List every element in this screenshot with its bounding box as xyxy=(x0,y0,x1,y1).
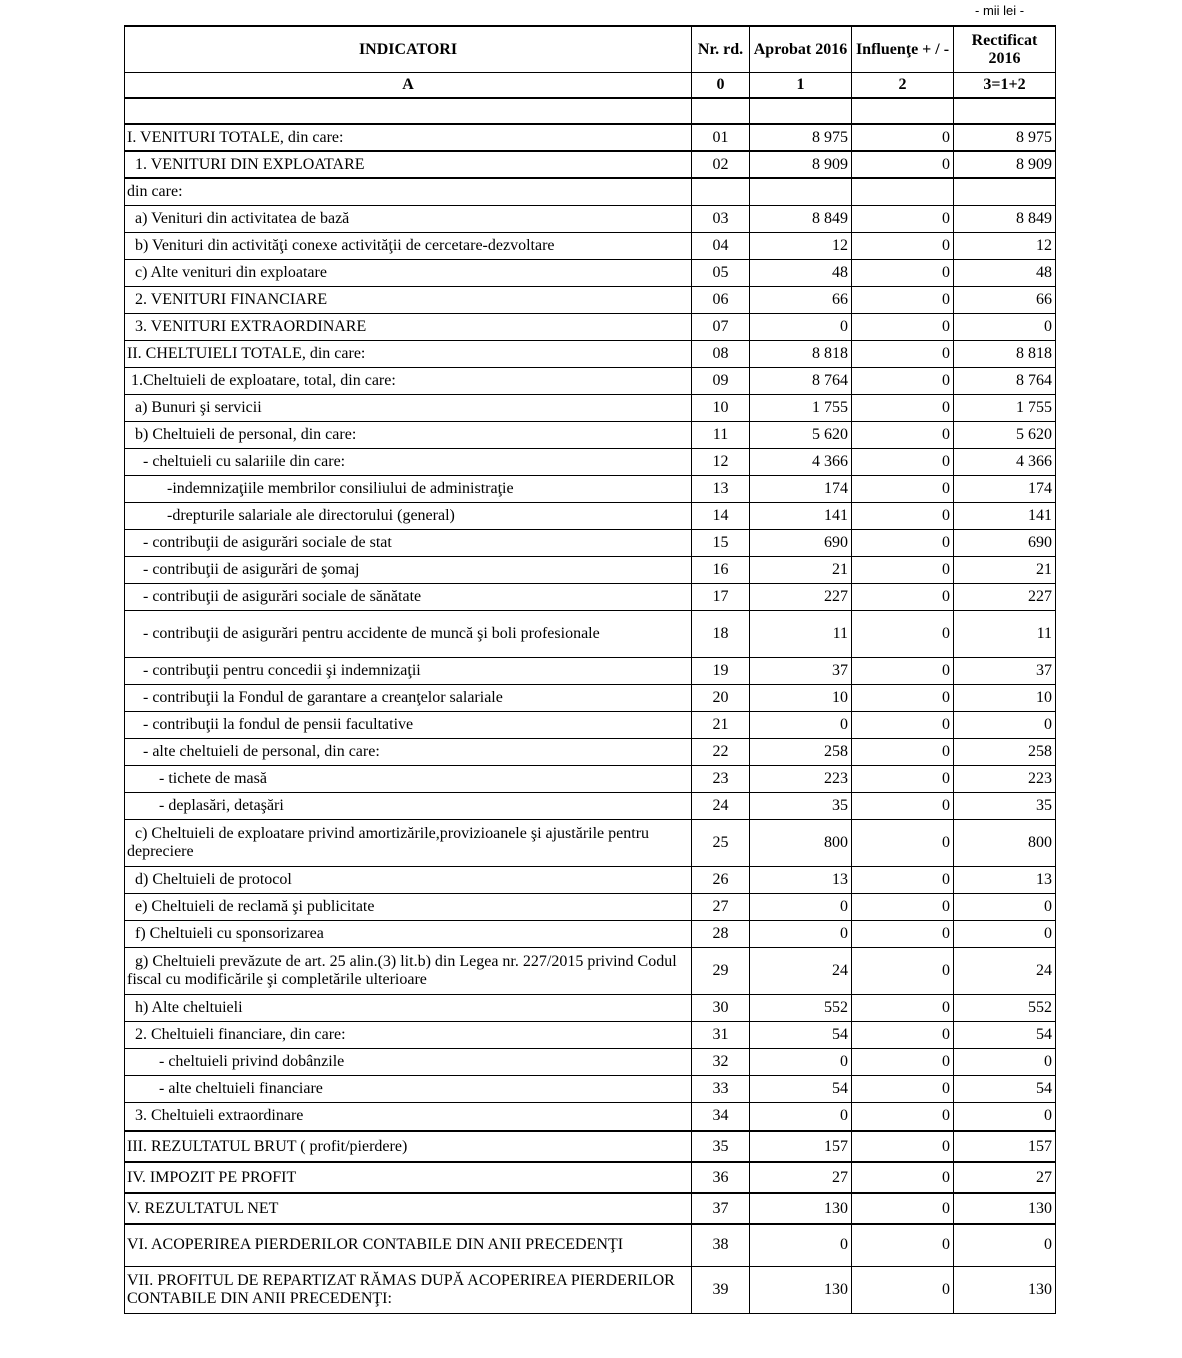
row-number: 01 xyxy=(692,124,750,151)
value-aprobat: 66 xyxy=(750,286,852,313)
value-rectificat: 66 xyxy=(954,286,1056,313)
row-label: I. VENITURI TOTALE, din care: xyxy=(125,124,692,151)
row-label: - alte cheltuieli financiare xyxy=(125,1075,692,1102)
value-rectificat: 130 xyxy=(954,1193,1056,1224)
value-rectificat: 223 xyxy=(954,765,1056,792)
row-number: 27 xyxy=(692,893,750,920)
value-rectificat: 12 xyxy=(954,232,1056,259)
table-row xyxy=(125,610,1056,657)
value-influente: 0 xyxy=(852,421,954,448)
row-number: 21 xyxy=(692,711,750,738)
value-influente: 0 xyxy=(852,684,954,711)
value-aprobat: 54 xyxy=(750,1021,852,1048)
value-rectificat: 141 xyxy=(954,502,1056,529)
value-influente: 0 xyxy=(852,529,954,556)
value-aprobat: 8 818 xyxy=(750,340,852,367)
value-aprobat: 227 xyxy=(750,583,852,610)
value-rectificat: 8 849 xyxy=(954,205,1056,232)
row-number: 37 xyxy=(692,1193,750,1224)
table-row xyxy=(125,819,1056,866)
header-nr-rd: Nr. rd. xyxy=(692,26,750,73)
value-aprobat: 24 xyxy=(750,947,852,994)
value-influente: 0 xyxy=(852,738,954,765)
row-label: g) Cheltuieli prevăzute de art. 25 alin.(3) lit.b) din Legea nr. 227/2015 privind Codul fiscal cu modificările şi completările ulterioare xyxy=(125,947,692,994)
value-aprobat: 54 xyxy=(750,1075,852,1102)
value-aprobat xyxy=(750,178,852,205)
value-rectificat: 157 xyxy=(954,1131,1056,1162)
value-aprobat: 8 909 xyxy=(750,151,852,178)
table-row xyxy=(125,1048,1056,1075)
row-number: 09 xyxy=(692,367,750,394)
value-aprobat: 5 620 xyxy=(750,421,852,448)
row-label: b) Venituri din activităţi conexe activităţii de cercetare-dezvoltare xyxy=(125,232,692,259)
row-number: 06 xyxy=(692,286,750,313)
row-number: 31 xyxy=(692,1021,750,1048)
value-rectificat: 4 366 xyxy=(954,448,1056,475)
table-row xyxy=(125,1224,1056,1266)
table-row xyxy=(125,529,1056,556)
row-number: 30 xyxy=(692,994,750,1021)
table-row xyxy=(125,657,1056,684)
value-rectificat: 8 764 xyxy=(954,367,1056,394)
table-row xyxy=(125,893,1056,920)
value-aprobat: 0 xyxy=(750,1048,852,1075)
row-label: b) Cheltuieli de personal, din care: xyxy=(125,421,692,448)
row-label: din care: xyxy=(125,178,692,205)
value-aprobat: 690 xyxy=(750,529,852,556)
row-number: 23 xyxy=(692,765,750,792)
table-header-row xyxy=(125,26,1056,73)
value-influente: 0 xyxy=(852,866,954,893)
value-rectificat: 27 xyxy=(954,1162,1056,1193)
row-label: - contribuţii la fondul de pensii facultative xyxy=(125,711,692,738)
table-row xyxy=(125,994,1056,1021)
value-influente: 0 xyxy=(852,1193,954,1224)
value-aprobat: 1 755 xyxy=(750,394,852,421)
value-rectificat: 21 xyxy=(954,556,1056,583)
value-aprobat: 48 xyxy=(750,259,852,286)
header-aprobat: Aprobat 2016 xyxy=(750,26,852,73)
row-number: 22 xyxy=(692,738,750,765)
row-label: a) Venituri din activitatea de bază xyxy=(125,205,692,232)
value-influente: 0 xyxy=(852,893,954,920)
row-number: 24 xyxy=(692,792,750,819)
value-influente: 0 xyxy=(852,367,954,394)
row-number: 20 xyxy=(692,684,750,711)
table-row xyxy=(125,711,1056,738)
table-row xyxy=(125,124,1056,151)
row-number: 03 xyxy=(692,205,750,232)
table-row xyxy=(125,205,1056,232)
row-label: a) Bunuri şi servicii xyxy=(125,394,692,421)
table-row xyxy=(125,178,1056,205)
row-number: 08 xyxy=(692,340,750,367)
value-rectificat: 0 xyxy=(954,1102,1056,1131)
value-influente: 0 xyxy=(852,1266,954,1313)
row-number: 38 xyxy=(692,1224,750,1266)
table-row xyxy=(125,738,1056,765)
value-aprobat: 0 xyxy=(750,920,852,947)
row-number xyxy=(692,178,750,205)
value-rectificat: 48 xyxy=(954,259,1056,286)
value-influente: 0 xyxy=(852,1048,954,1075)
row-number: 19 xyxy=(692,657,750,684)
value-aprobat: 10 xyxy=(750,684,852,711)
table-row xyxy=(125,583,1056,610)
value-influente: 0 xyxy=(852,313,954,340)
unit-label: - mii lei - xyxy=(975,3,1025,18)
value-aprobat: 4 366 xyxy=(750,448,852,475)
row-label: - cheltuieli privind dobânzile xyxy=(125,1048,692,1075)
value-aprobat: 21 xyxy=(750,556,852,583)
value-aprobat: 0 xyxy=(750,1102,852,1131)
value-rectificat xyxy=(954,178,1056,205)
value-rectificat: 174 xyxy=(954,475,1056,502)
row-label: - contribuţii pentru concedii şi indemnizaţii xyxy=(125,657,692,684)
row-number: 16 xyxy=(692,556,750,583)
value-aprobat: 552 xyxy=(750,994,852,1021)
value-aprobat: 258 xyxy=(750,738,852,765)
table-row xyxy=(125,1193,1056,1224)
row-number: 02 xyxy=(692,151,750,178)
row-number: 36 xyxy=(692,1162,750,1193)
row-label: 1. VENITURI DIN EXPLOATARE xyxy=(125,151,692,178)
table-row xyxy=(125,1266,1056,1313)
value-influente: 0 xyxy=(852,124,954,151)
value-influente: 0 xyxy=(852,205,954,232)
row-number: 05 xyxy=(692,259,750,286)
value-influente: 0 xyxy=(852,394,954,421)
value-influente: 0 xyxy=(852,340,954,367)
column-code-row xyxy=(125,73,1056,99)
column-code: 1 xyxy=(750,73,852,99)
row-label: 3. VENITURI EXTRAORDINARE xyxy=(125,313,692,340)
row-label: -indemnizaţiile membrilor consiliului de administraţie xyxy=(125,475,692,502)
value-aprobat: 8 849 xyxy=(750,205,852,232)
value-aprobat: 130 xyxy=(750,1193,852,1224)
value-aprobat: 35 xyxy=(750,792,852,819)
value-rectificat: 0 xyxy=(954,1224,1056,1266)
value-rectificat: 258 xyxy=(954,738,1056,765)
table-row xyxy=(125,367,1056,394)
row-label: - contribuţii de asigurări pentru accidente de muncă şi boli profesionale xyxy=(125,610,692,657)
value-rectificat: 8 909 xyxy=(954,151,1056,178)
value-influente xyxy=(852,178,954,205)
table-row xyxy=(125,947,1056,994)
blank-row xyxy=(125,98,1056,124)
value-rectificat: 24 xyxy=(954,947,1056,994)
value-rectificat: 0 xyxy=(954,893,1056,920)
value-rectificat: 0 xyxy=(954,313,1056,340)
value-aprobat: 130 xyxy=(750,1266,852,1313)
value-influente: 0 xyxy=(852,259,954,286)
value-influente: 0 xyxy=(852,1021,954,1048)
value-aprobat: 8 975 xyxy=(750,124,852,151)
value-rectificat: 8 818 xyxy=(954,340,1056,367)
row-number: 13 xyxy=(692,475,750,502)
value-rectificat: 0 xyxy=(954,920,1056,947)
table-row xyxy=(125,1131,1056,1162)
column-code: 3=1+2 xyxy=(954,73,1056,99)
value-rectificat: 54 xyxy=(954,1075,1056,1102)
row-number: 17 xyxy=(692,583,750,610)
row-label: e) Cheltuieli de reclamă şi publicitate xyxy=(125,893,692,920)
row-label: - contribuţii de asigurări sociale de stat xyxy=(125,529,692,556)
value-rectificat: 1 755 xyxy=(954,394,1056,421)
value-aprobat: 157 xyxy=(750,1131,852,1162)
table-row xyxy=(125,1021,1056,1048)
value-rectificat: 11 xyxy=(954,610,1056,657)
row-label: - contribuţii de asigurări sociale de sănătate xyxy=(125,583,692,610)
row-number: 15 xyxy=(692,529,750,556)
row-label: 1.Cheltuieli de exploatare, total, din care: xyxy=(125,367,692,394)
value-rectificat: 35 xyxy=(954,792,1056,819)
value-rectificat: 800 xyxy=(954,819,1056,866)
value-aprobat: 174 xyxy=(750,475,852,502)
value-influente: 0 xyxy=(852,1075,954,1102)
value-influente: 0 xyxy=(852,610,954,657)
row-label: 3. Cheltuieli extraordinare xyxy=(125,1102,692,1131)
row-label: 2. VENITURI FINANCIARE xyxy=(125,286,692,313)
table-row xyxy=(125,232,1056,259)
value-rectificat: 10 xyxy=(954,684,1056,711)
row-number: 26 xyxy=(692,866,750,893)
table-row xyxy=(125,475,1056,502)
table-body xyxy=(125,124,1056,1313)
header-indicatori: INDICATORI xyxy=(125,26,692,73)
value-influente: 0 xyxy=(852,475,954,502)
row-number: 32 xyxy=(692,1048,750,1075)
row-number: 11 xyxy=(692,421,750,448)
value-rectificat: 0 xyxy=(954,711,1056,738)
column-code: A xyxy=(125,73,692,99)
table-row xyxy=(125,765,1056,792)
row-label: - contribuţii de asigurări de şomaj xyxy=(125,556,692,583)
row-number: 25 xyxy=(692,819,750,866)
value-aprobat: 0 xyxy=(750,893,852,920)
row-label: c) Alte venituri din exploatare xyxy=(125,259,692,286)
row-label: IV. IMPOZIT PE PROFIT xyxy=(125,1162,692,1193)
value-aprobat: 37 xyxy=(750,657,852,684)
table-row xyxy=(125,1162,1056,1193)
value-rectificat: 130 xyxy=(954,1266,1056,1313)
value-influente: 0 xyxy=(852,920,954,947)
row-label: c) Cheltuieli de exploatare privind amortizările,provizioanele şi ajustările pentru depreciere xyxy=(125,819,692,866)
table-row xyxy=(125,920,1056,947)
table-row xyxy=(125,259,1056,286)
table-row xyxy=(125,556,1056,583)
row-label: - tichete de masă xyxy=(125,765,692,792)
row-number: 07 xyxy=(692,313,750,340)
table-row xyxy=(125,1075,1056,1102)
row-label: VII. PROFITUL DE REPARTIZAT RĂMAS DUPĂ ACOPERIREA PIERDERILOR CONTABILE DIN ANII PRECEDENŢI: xyxy=(125,1266,692,1313)
value-influente: 0 xyxy=(852,994,954,1021)
row-number: 34 xyxy=(692,1102,750,1131)
value-aprobat: 0 xyxy=(750,1224,852,1266)
row-label: - cheltuieli cu salariile din care: xyxy=(125,448,692,475)
row-label: III. REZULTATUL BRUT ( profit/pierdere) xyxy=(125,1131,692,1162)
row-number: 28 xyxy=(692,920,750,947)
value-influente: 0 xyxy=(852,1102,954,1131)
row-number: 18 xyxy=(692,610,750,657)
table-row xyxy=(125,448,1056,475)
row-label: -drepturile salariale ale directorului (general) xyxy=(125,502,692,529)
row-number: 10 xyxy=(692,394,750,421)
value-influente: 0 xyxy=(852,947,954,994)
row-label: V. REZULTATUL NET xyxy=(125,1193,692,1224)
row-label: - alte cheltuieli de personal, din care: xyxy=(125,738,692,765)
value-influente: 0 xyxy=(852,502,954,529)
table-row xyxy=(125,421,1056,448)
value-influente: 0 xyxy=(852,1162,954,1193)
value-aprobat: 27 xyxy=(750,1162,852,1193)
table-row xyxy=(125,394,1056,421)
value-aprobat: 223 xyxy=(750,765,852,792)
value-aprobat: 11 xyxy=(750,610,852,657)
value-influente: 0 xyxy=(852,657,954,684)
row-number: 33 xyxy=(692,1075,750,1102)
table-row xyxy=(125,151,1056,178)
value-aprobat: 0 xyxy=(750,711,852,738)
row-label: VI. ACOPERIREA PIERDERILOR CONTABILE DIN ANII PRECEDENŢI xyxy=(125,1224,692,1266)
table-row xyxy=(125,684,1056,711)
value-influente: 0 xyxy=(852,448,954,475)
value-influente: 0 xyxy=(852,1224,954,1266)
value-influente: 0 xyxy=(852,1131,954,1162)
value-influente: 0 xyxy=(852,583,954,610)
table-row xyxy=(125,340,1056,367)
value-aprobat: 8 764 xyxy=(750,367,852,394)
value-influente: 0 xyxy=(852,711,954,738)
table-row xyxy=(125,792,1056,819)
row-label: d) Cheltuieli de protocol xyxy=(125,866,692,893)
value-aprobat: 0 xyxy=(750,313,852,340)
value-rectificat: 227 xyxy=(954,583,1056,610)
row-number: 35 xyxy=(692,1131,750,1162)
row-number: 12 xyxy=(692,448,750,475)
value-rectificat: 37 xyxy=(954,657,1056,684)
row-label: - deplasări, detaşări xyxy=(125,792,692,819)
table-row xyxy=(125,313,1056,340)
value-influente: 0 xyxy=(852,556,954,583)
row-number: 39 xyxy=(692,1266,750,1313)
value-influente: 0 xyxy=(852,151,954,178)
row-number: 29 xyxy=(692,947,750,994)
value-influente: 0 xyxy=(852,286,954,313)
value-rectificat: 8 975 xyxy=(954,124,1056,151)
budget-table xyxy=(124,25,1056,1314)
table-row xyxy=(125,866,1056,893)
value-influente: 0 xyxy=(852,232,954,259)
row-label: II. CHELTUIELI TOTALE, din care: xyxy=(125,340,692,367)
table-row xyxy=(125,502,1056,529)
header-influente: Influenţe + / - xyxy=(852,26,954,73)
value-influente: 0 xyxy=(852,819,954,866)
value-rectificat: 54 xyxy=(954,1021,1056,1048)
value-rectificat: 13 xyxy=(954,866,1056,893)
value-influente: 0 xyxy=(852,792,954,819)
column-code: 0 xyxy=(692,73,750,99)
value-rectificat: 5 620 xyxy=(954,421,1056,448)
table-row xyxy=(125,1102,1056,1131)
table-row xyxy=(125,286,1056,313)
value-influente: 0 xyxy=(852,765,954,792)
value-aprobat: 141 xyxy=(750,502,852,529)
row-label: 2. Cheltuieli financiare, din care: xyxy=(125,1021,692,1048)
row-label: h) Alte cheltuieli xyxy=(125,994,692,1021)
value-aprobat: 13 xyxy=(750,866,852,893)
row-number: 04 xyxy=(692,232,750,259)
row-label: - contribuţii la Fondul de garantare a creanţelor salariale xyxy=(125,684,692,711)
header-rectificat: Rectificat 2016 xyxy=(954,26,1056,73)
row-label: f) Cheltuieli cu sponsorizarea xyxy=(125,920,692,947)
value-aprobat: 12 xyxy=(750,232,852,259)
value-rectificat: 552 xyxy=(954,994,1056,1021)
value-rectificat: 0 xyxy=(954,1048,1056,1075)
value-aprobat: 800 xyxy=(750,819,852,866)
row-number: 14 xyxy=(692,502,750,529)
value-rectificat: 690 xyxy=(954,529,1056,556)
column-code: 2 xyxy=(852,73,954,99)
